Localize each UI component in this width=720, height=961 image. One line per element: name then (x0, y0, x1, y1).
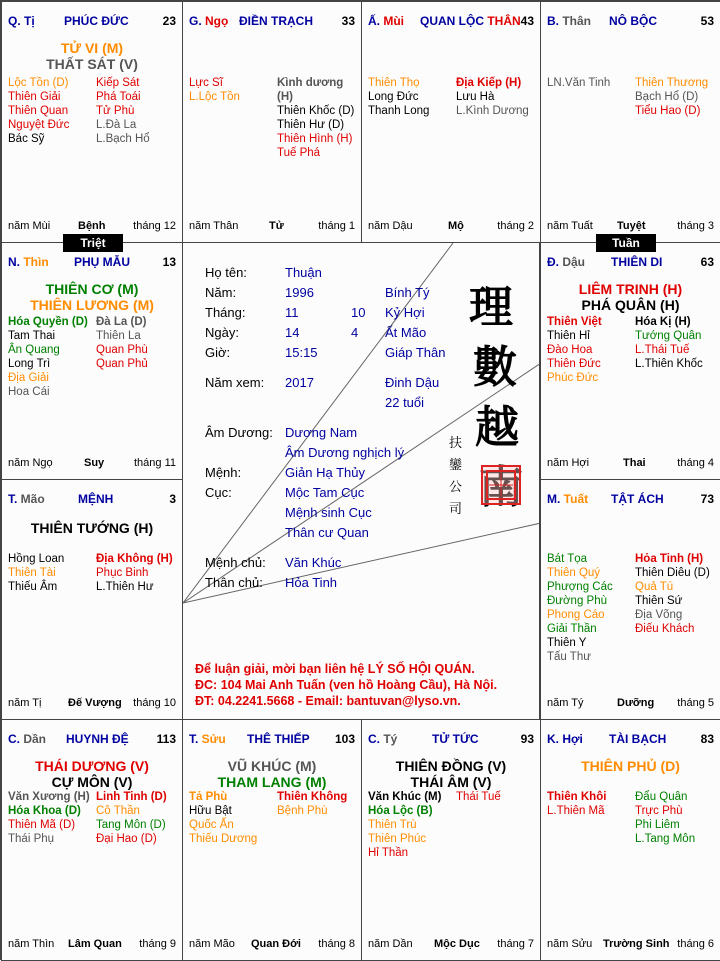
month-label: tháng 10 (133, 697, 176, 709)
minor-star: Phi Liêm (635, 819, 680, 831)
palace-ti (1, 1, 183, 243)
month-label: tháng 4 (677, 457, 714, 469)
minor-star: Điếu Khách (635, 623, 695, 635)
palace-number: 13 (162, 255, 176, 269)
minor-star: Thiên Đức (547, 358, 601, 370)
minor-star: Lực Sĩ (189, 77, 223, 89)
label-cuc: Cục: (205, 485, 232, 500)
minor-star: Địa Kiếp (H) (456, 77, 522, 89)
palace-stem-branch: T. Sửu (189, 732, 226, 746)
main-star: CỰ MÔN (V) (51, 774, 133, 790)
contact-block (195, 661, 497, 709)
value-month: 11 (285, 305, 299, 320)
minor-star: Hỉ Thần (368, 847, 409, 859)
main-star: THÁI ÂM (V) (410, 774, 492, 790)
value-hour: 15:15 (285, 345, 318, 360)
minor-star: Thiên Y (547, 637, 587, 649)
month-label: tháng 1 (318, 220, 355, 232)
minor-star: Bệnh Phù (277, 805, 328, 817)
palace-stem-branch: T. Mão (8, 492, 45, 506)
minor-star: Thiên Quý (547, 567, 601, 579)
minor-star: Trực Phù (635, 805, 683, 817)
palace-name: TÀI BẠCH (609, 732, 667, 746)
contact-address: ĐC: 104 Mai Anh Tuấn (ven hồ Hoàng Cầu), Hà Nội. (195, 678, 498, 692)
month-label: tháng 8 (318, 938, 355, 950)
life-stage: Tử (269, 220, 284, 232)
minor-star: Long Đức (368, 91, 419, 103)
palace-stem-branch: Ấ. Mùi (368, 14, 405, 28)
decade-year: năm Tị (8, 697, 42, 709)
palace-name: THIÊN DI (611, 255, 663, 269)
palace-number: 63 (700, 255, 714, 269)
minor-star: Thiếu Dương (189, 833, 258, 845)
contact-phone-email: ĐT: 04.2241.5668 - Email: bantuvan@lyso.vn. (195, 694, 461, 708)
minor-star: L.Thiên Khốc (635, 358, 703, 370)
minor-star: Thiên Hình (H) (277, 133, 353, 145)
minor-star: Kình dương (H) (277, 77, 344, 103)
main-star: THIÊN PHỦ (D) (581, 758, 680, 774)
minor-star: Phong Cáo (547, 609, 605, 621)
minor-star: Phượng Các (547, 581, 613, 593)
palace-name: TẬT ÁCH (611, 492, 664, 506)
minor-star: Tuế Phá (277, 147, 321, 159)
minor-star: Lộc Tồn (D) (8, 77, 69, 89)
month-label: tháng 6 (677, 938, 714, 950)
decade-year: năm Dậu (368, 220, 413, 232)
minor-star: Phá Toái (96, 91, 141, 103)
main-star: LIÊM TRINH (H) (578, 281, 683, 297)
life-stage: Đế Vượng (68, 697, 122, 709)
palace-number: 23 (162, 14, 176, 28)
label-hour: Giờ: (205, 345, 231, 360)
minor-star: Thiên Quan (8, 105, 69, 117)
minor-star: Thiên Giải (8, 91, 61, 103)
minor-star: Quan Phủ (96, 358, 148, 370)
palace-hoi (540, 719, 720, 961)
month-label: tháng 3 (677, 220, 714, 232)
palace-stem-branch: Q. Tị (8, 14, 35, 28)
minor-star: Giải Thần (547, 623, 597, 635)
palace-stem-branch: K. Hợi (547, 732, 583, 746)
value-than-chu: Hỏa Tinh (285, 575, 338, 590)
value-name: Thuận (285, 265, 322, 280)
minor-star: Bạch Hổ (D) (635, 91, 699, 103)
value-view-year: 2017 (285, 375, 314, 390)
value-am-duong-note: Âm Dương nghịch lý (285, 445, 405, 460)
decade-year: năm Sửu (547, 938, 593, 950)
minor-star: Hoa Cái (8, 386, 50, 398)
triet-marker: Triệt (63, 234, 123, 252)
life-stage: Mộ (448, 220, 464, 232)
minor-star: Quả Tú (635, 581, 674, 593)
main-star: THIÊN TƯỚNG (H) (30, 520, 154, 536)
minor-star: Long Trì (8, 358, 51, 370)
minor-star: L.Thái Tuế (635, 344, 690, 356)
month-label: tháng 7 (497, 938, 534, 950)
value-year: 1996 (285, 285, 314, 300)
minor-star: Thiên La (96, 330, 141, 342)
decade-year: năm Ngọ (8, 457, 53, 469)
minor-star: Đẩu Quân (635, 791, 688, 803)
palace-than (540, 1, 720, 243)
minor-star: Nguyệt Đức (8, 119, 70, 131)
main-star: THÁI DƯƠNG (V) (35, 758, 149, 774)
minor-star: Hóa Khoa (D) (8, 805, 81, 817)
decade-year: năm Mùi (8, 220, 51, 232)
palace-stem-branch: C. Dần (8, 732, 47, 746)
main-star: TỬ VI (M) (60, 40, 124, 56)
minor-star: Thiên Khốc (D) (277, 105, 355, 117)
value-year-canchi: Bính Tý (385, 285, 430, 300)
decade-year: năm Tuất (547, 220, 593, 232)
minor-star: Thiên Khôi (547, 791, 607, 803)
minor-star: L.Lộc Tồn (189, 91, 240, 103)
palace-name: MỆNH (78, 492, 114, 506)
palace-name: PHỤ MẪU (74, 255, 130, 269)
minor-star: Văn Xương (H) (8, 791, 90, 803)
minor-star: Quan Phù (96, 344, 148, 356)
minor-star: Ân Quang (8, 344, 60, 356)
palace-stem-branch: M. Tuất (547, 492, 589, 506)
minor-star: L.Bạch Hổ (96, 133, 150, 145)
value-cuc: Mộc Tam Cục (285, 485, 365, 500)
minor-star: Thiên Phúc (368, 833, 427, 845)
life-stage: Suy (84, 457, 105, 469)
minor-star: Hóa Kị (H) (635, 316, 691, 328)
minor-star: Hữu Bật (189, 805, 232, 817)
minor-star: Thiên Thọ (368, 77, 420, 89)
palace-number: 3 (169, 492, 176, 506)
minor-star: Tấu Thư (547, 651, 591, 663)
palace-name: PHÚC ĐỨC (64, 14, 129, 28)
palace-thin (1, 242, 183, 480)
palace-dan (1, 719, 183, 961)
minor-star: Hỏa Tinh (H) (635, 553, 704, 565)
value-month-lunar: 10 (351, 305, 366, 320)
minor-star: Đà La (D) (96, 316, 147, 328)
value-day-canchi: Ất Mão (385, 325, 427, 340)
calligraphy-char: 數 (473, 342, 517, 393)
minor-star: L.Tang Môn (635, 833, 696, 845)
label-than-chu: Thân chủ: (205, 575, 263, 590)
decade-year: năm Hợi (547, 457, 590, 469)
minor-star: Thanh Long (368, 105, 430, 117)
decade-year: năm Thìn (8, 938, 55, 950)
palace-number: 113 (156, 732, 176, 746)
month-label: tháng 5 (677, 697, 714, 709)
minor-star: L.Đà La (96, 119, 137, 131)
palace-suu (182, 719, 362, 961)
palace-name: QUAN LỘC THÂN (420, 14, 521, 28)
value-menh-chu: Văn Khúc (285, 555, 342, 570)
minor-star: Bác Sỹ (8, 133, 45, 145)
label-view-year: Năm xem: (205, 375, 265, 390)
palace-ngo (182, 1, 362, 243)
red-seal-stamp (481, 465, 521, 505)
month-label: tháng 9 (139, 938, 176, 950)
calligraphy-char: 理 (469, 282, 513, 333)
main-star: THIÊN CƠ (M) (45, 281, 139, 297)
minor-star: Thiên Diêu (D) (635, 567, 710, 579)
life-stage: Quan Đới (251, 938, 301, 950)
life-stage: Lâm Quan (68, 938, 122, 950)
palace-name: ĐIỀN TRẠCH (239, 14, 313, 28)
label-month: Tháng: (205, 305, 246, 320)
palace-stem-branch: C. Tý (368, 732, 398, 746)
label-day: Ngày: (205, 325, 239, 340)
contact-line: Để luận giải, mời bạn liên hệ LÝ SỐ HỘI QUÁN. (195, 662, 475, 676)
main-star: THAM LANG (M) (217, 774, 327, 790)
label-menh-chu: Mệnh chủ: (205, 555, 266, 570)
life-stage: Bệnh (78, 220, 106, 232)
value-hour-canchi: Giáp Thân (385, 345, 446, 360)
minor-star: Thiên Trù (368, 819, 417, 831)
label-year: Năm: (205, 285, 237, 300)
value-age: 22 tuổi (385, 395, 425, 410)
center-info-panel (182, 242, 540, 720)
minor-star: Tả Phù (189, 791, 228, 803)
value-am-duong: Dương Nam (285, 425, 358, 440)
value-cuc-relation: Mệnh sinh Cục (285, 505, 372, 520)
calligraphy-char: 南 (479, 462, 523, 513)
palace-number: 33 (341, 14, 355, 28)
minor-star: Thiên Hư (D) (277, 119, 345, 131)
life-stage: Tuyệt (617, 220, 646, 232)
minor-star: Kiếp Sát (96, 77, 140, 89)
minor-star: Hóa Quyền (D) (8, 316, 88, 328)
minor-star: Tử Phù (96, 105, 135, 117)
minor-star: Văn Khúc (M) (368, 791, 442, 803)
decade-year: năm Thân (189, 220, 239, 232)
minor-star: Thiên Hỉ (547, 330, 590, 342)
palace-number: 53 (700, 14, 714, 28)
minor-star: Đường Phù (547, 595, 607, 607)
palace-mao (1, 479, 183, 720)
minor-star: Đại Hao (D) (96, 833, 157, 845)
palace-tuat (540, 479, 720, 720)
value-day-lunar: 4 (351, 325, 359, 340)
minor-star: Quốc Ấn (189, 819, 234, 831)
minor-star: Hóa Lộc (B) (368, 805, 433, 817)
minor-star: Thiên Không (277, 791, 348, 803)
minor-star: L.Kình Dương (456, 105, 529, 117)
minor-star: Cô Thần (96, 805, 140, 817)
main-star: VŨ KHÚC (M) (227, 758, 317, 774)
decade-year: năm Mão (189, 938, 235, 950)
decade-year: năm Dần (368, 938, 413, 950)
minor-star: Thái Tuế (456, 791, 501, 803)
palace-name: NÔ BỘC (609, 14, 657, 28)
minor-star: Tiểu Hao (D) (635, 105, 701, 117)
palace-number: 43 (520, 14, 534, 28)
month-label: tháng 2 (497, 220, 534, 232)
minor-star: L.Thiên Mã (547, 805, 605, 817)
palace-ty (361, 719, 541, 961)
label-am-duong: Âm Dương: (205, 425, 273, 440)
main-star: PHÁ QUÂN (H) (581, 297, 680, 313)
main-star: THIÊN ĐỒNG (V) (395, 758, 507, 774)
minor-star: L.Thiên Hư (96, 581, 154, 593)
minor-star: Tướng Quân (635, 330, 702, 342)
minor-star: Thiên Mã (D) (8, 819, 76, 831)
minor-star: Địa Võng (635, 609, 683, 621)
minor-star: LN.Văn Tinh (547, 77, 611, 89)
palace-stem-branch: N. Thìn (8, 255, 49, 269)
palace-number: 103 (334, 732, 355, 746)
minor-star: Thiên Tài (8, 567, 56, 579)
minor-star: Thiên Sứ (635, 595, 683, 607)
palace-dau (540, 242, 720, 480)
minor-star: Đào Hoa (547, 344, 593, 356)
life-stage: Thai (623, 457, 646, 469)
minor-star: Thiên Việt (547, 316, 602, 328)
palace-stem-branch: G. Ngọ (189, 14, 229, 28)
value-day: 14 (285, 325, 300, 340)
minor-star: Tam Thai (8, 330, 56, 342)
palace-name: HUYNH ĐỆ (66, 732, 129, 746)
life-stage: Mộc Dục (434, 938, 480, 950)
minor-star: Địa Giải (8, 372, 49, 384)
value-than-cu: Thân cư Quan (285, 525, 369, 540)
minor-star: Phục Binh (96, 567, 149, 579)
value-month-canchi: Kỷ Hợi (385, 305, 425, 320)
minor-star: Địa Không (H) (96, 553, 173, 565)
seal-text: 扶 鑾 公 司 (449, 436, 463, 517)
palace-number: 93 (520, 732, 534, 746)
life-stage: Trường Sinh (603, 938, 670, 950)
minor-star: Bát Tọa (547, 553, 588, 565)
main-star: THẤT SÁT (V) (46, 56, 138, 72)
palace-stem-branch: Đ. Dậu (547, 255, 586, 269)
minor-star: Thiếu Âm (8, 581, 58, 593)
palace-stem-branch: B. Thân (547, 14, 592, 28)
minor-star: Tang Môn (D) (96, 819, 166, 831)
minor-star: Thiên Thương (635, 77, 709, 89)
minor-star: Linh Tinh (D) (96, 791, 167, 803)
palace-name: TỬ TỨC (432, 732, 479, 746)
minor-star: Phúc Đức (547, 372, 599, 384)
label-name: Họ tên: (205, 265, 247, 280)
value-menh: Giản Hạ Thủy (285, 465, 365, 480)
palace-name: THÊ THIẾP (247, 732, 310, 746)
palace-number: 83 (700, 732, 714, 746)
minor-star: Lưu Hà (456, 91, 495, 103)
month-label: tháng 11 (133, 457, 176, 469)
tuan-marker: Tuần (596, 234, 656, 252)
palace-mui (361, 1, 541, 243)
minor-star: Hồng Loan (8, 553, 65, 565)
label-menh: Mệnh: (205, 465, 242, 480)
value-view-canchi: Đinh Dậu (385, 375, 440, 390)
main-star: THIÊN LƯƠNG (M) (30, 297, 154, 313)
minor-star: Thái Phụ (8, 833, 55, 845)
palace-number: 73 (700, 492, 714, 506)
decade-year: năm Tý (547, 697, 584, 709)
life-stage: Dưỡng (617, 697, 655, 709)
month-label: tháng 12 (133, 220, 176, 232)
calligraphy-char: 越 (475, 402, 519, 453)
